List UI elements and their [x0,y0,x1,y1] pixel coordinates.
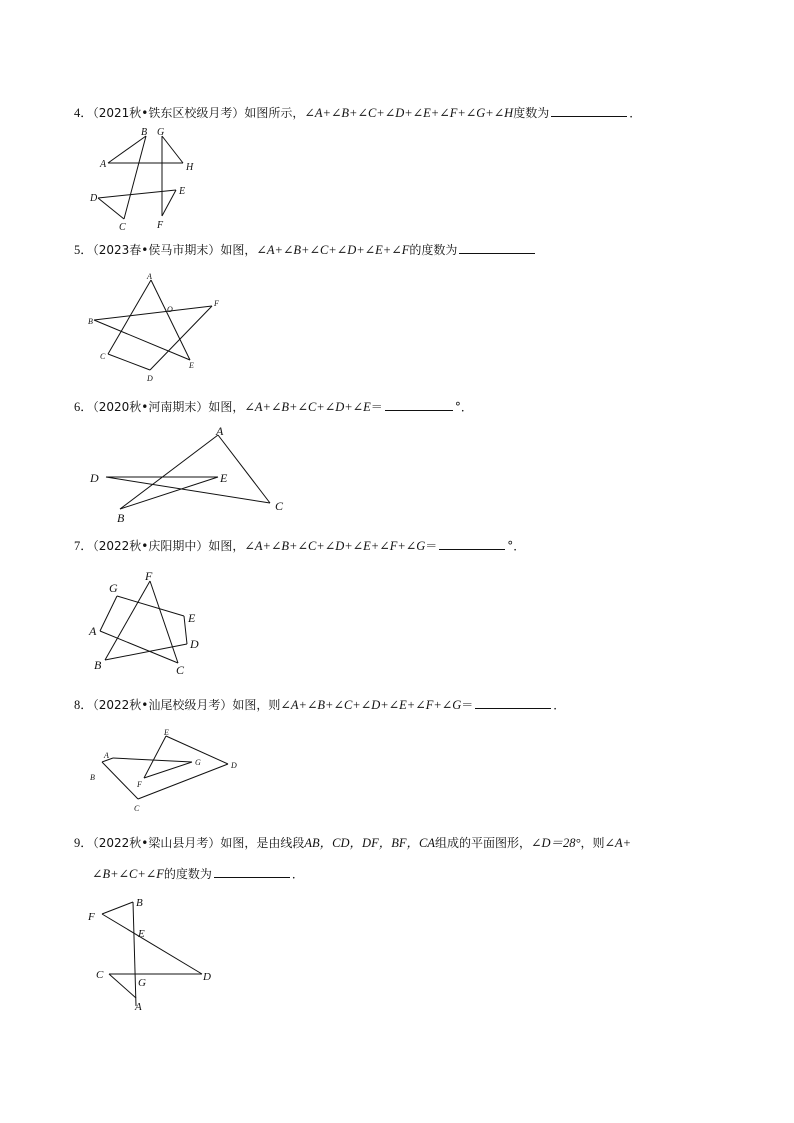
segment [102,914,202,974]
label-e: E [164,728,169,737]
segment [184,616,187,644]
question-prefix: 如图，是由线段 [220,836,305,850]
question-angle-d: ∠D＝28° [530,836,581,850]
segment [133,902,136,1006]
question-prefix: 如图所示， [244,106,305,120]
question-then: ，则 [580,836,605,850]
question-prefix: 如图， [220,243,257,257]
label-e: E [188,611,196,625]
question-4 [74,103,641,123]
question-prefix: 如图，则 [232,698,281,712]
label-c: C [134,804,140,813]
label-h: H [186,162,194,173]
question-math: ∠A+∠B+∠C+∠D+∠E+∠F+∠G [280,698,462,712]
label-f: F [145,569,153,583]
label-a: A [135,1001,142,1013]
segment [162,190,176,216]
question-source: （2022秋•汕尾校级月考） [92,698,233,712]
question-number: 9． [74,836,93,850]
label-a: A [104,751,109,760]
label-e: E [138,928,145,940]
label-e: E [220,471,228,485]
question-5 [74,240,537,260]
question-number: 8． [74,698,93,712]
segment [109,974,136,998]
question-segments: AB，CD，DF，BF，CA [304,836,435,850]
label-a: A [216,424,224,438]
question-math: ∠A+∠B+∠C+∠D+∠E+∠F+∠G+∠H [304,106,514,120]
figure-q6 [86,420,296,528]
figure-q7 [86,566,216,678]
question-number: 5． [74,243,93,257]
label-c: C [100,352,106,361]
figure-q4 [86,124,206,234]
label-f: F [88,911,95,923]
label-a: A [147,272,152,281]
segment [124,136,146,219]
question-prefix: 如图， [208,539,245,553]
segment [117,596,184,616]
answer-blank[interactable] [214,864,290,878]
question-suffix: 的度数为 [163,867,212,881]
segment [151,280,190,360]
segment [98,190,176,198]
segment [102,762,138,799]
segment [108,280,151,354]
question-tail: °． [454,400,473,414]
label-b: B [117,511,125,525]
question-source: （2023春•侯马市期末） [92,243,221,257]
question-7 [74,536,525,556]
question-math: ∠A+∠B+∠C+∠D+∠E [244,400,371,414]
label-g: G [195,758,201,767]
question-tail: ． [553,698,566,712]
figure-q8 [86,724,246,816]
question-tail: ． [291,867,304,881]
label-c: C [176,663,185,677]
label-d: D [231,761,237,770]
answer-blank[interactable] [439,536,505,550]
label-g: G [138,977,146,989]
segment [98,198,124,219]
segment [94,306,212,320]
segment [108,354,150,370]
question-math: ∠A+∠B+∠C+∠D+∠E+∠F+∠G [244,539,426,553]
question-8 [74,695,565,715]
segment [162,136,183,163]
segment [100,596,117,631]
figure-q5 [84,268,234,386]
question-source: （2021秋•铁东区校级月考） [92,106,245,120]
question-number: 7． [74,539,93,553]
question-math-a: ∠A+ [604,836,632,850]
label-d: D [90,193,98,204]
label-b: B [88,317,93,326]
label-g: G [109,581,118,595]
question-source: （2020秋•河南期末） [92,400,209,414]
segment [106,477,270,503]
label-o: O [167,305,173,314]
question-prefix: 如图， [208,400,245,414]
segment [218,435,270,503]
label-c: C [119,222,126,233]
question-suffix: 度数为 [513,106,550,120]
question-suffix: 的度数为 [409,243,458,257]
question-9-line-2 [92,864,304,884]
question-suffix: ＝ [425,539,438,553]
label-b: B [136,897,143,909]
label-d: D [147,374,153,383]
answer-blank[interactable] [459,240,535,254]
question-middle: 组成的平面图形， [434,836,531,850]
label-f: F [157,220,164,231]
label-d: D [190,637,199,651]
segment [120,435,218,509]
label-g: G [157,127,165,138]
question-math: ∠A+∠B+∠C+∠D+∠E+∠F [256,243,410,257]
label-c: C [96,969,104,981]
segment [138,764,228,799]
question-tail: ． [629,106,642,120]
label-d: D [90,471,99,485]
answer-blank[interactable] [385,397,453,411]
segment [102,902,133,914]
question-number: 6． [74,400,93,414]
answer-blank[interactable] [475,695,551,709]
question-number: 4． [74,106,93,120]
label-a: A [89,624,97,638]
label-f: F [137,780,142,789]
label-c: C [275,499,284,513]
segment [150,306,212,370]
answer-blank[interactable] [551,103,627,117]
label-f: F [214,299,219,308]
question-source: （2022秋•梁山县月考） [92,836,221,850]
label-e: E [179,186,186,197]
question-tail: °． [507,539,526,553]
label-a: A [100,159,107,170]
label-e: E [189,361,194,370]
label-b: B [94,658,102,672]
figure-q9 [86,892,226,1014]
question-6 [74,397,473,417]
question-math-b: ∠B+∠C+∠F [92,867,164,881]
label-d: D [203,971,211,983]
label-b: B [141,127,148,138]
question-9 [74,833,631,853]
question-suffix: ＝ [370,400,383,414]
question-suffix: ＝ [461,698,474,712]
question-source: （2022秋•庆阳期中） [92,539,209,553]
label-b: B [90,773,95,782]
